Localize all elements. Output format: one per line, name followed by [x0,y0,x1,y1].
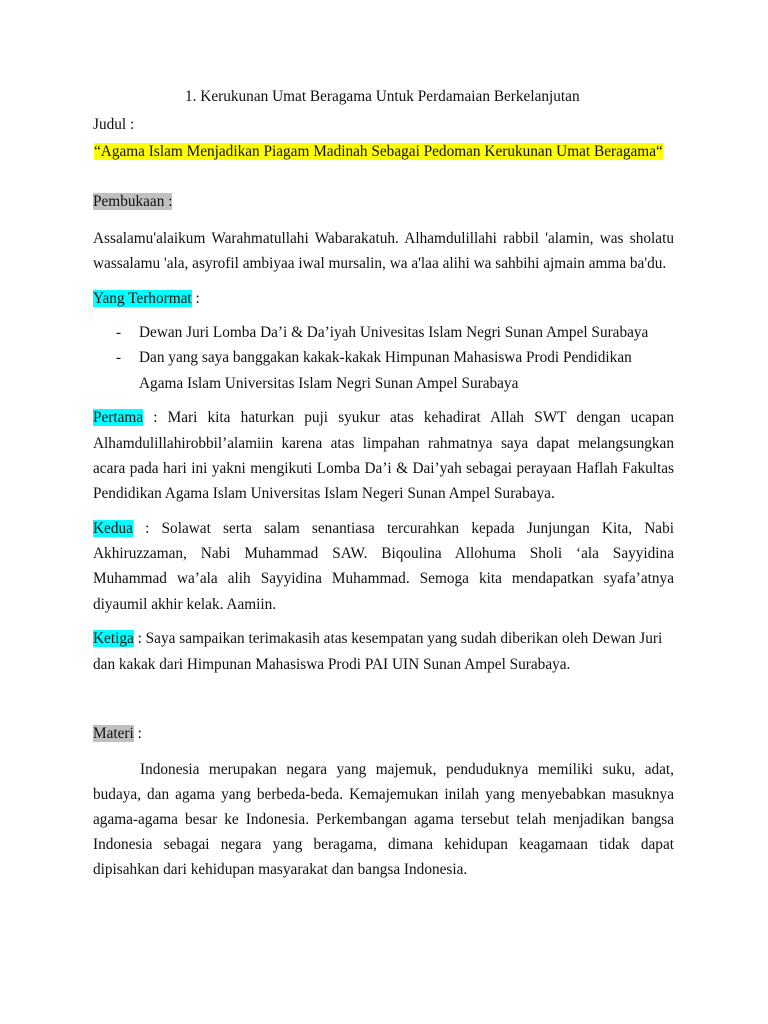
judul-label: Judul : [93,116,135,133]
materi-colon: : [133,725,142,742]
pertama-line-2: Alhamdulillahirobbil’alamiin karena atas limpahan rahmatnya saya dapat melangsungkan [93,435,674,452]
materi-line-3: agama-agama besar ke Indonesia. Perkembangan agama tersebut telah menjadikan bangsa [93,811,674,828]
ketiga-line-2: dan kakak dari Himpunan Mahasiswa Prodi PAI UIN Sunan Ampel Surabaya. [93,656,571,673]
materi-line-2: budaya, dan agama yang berbeda-beda. Kemajemukan inilah yang menyebabkan masuknya [93,786,674,803]
judul-title [94,143,663,161]
materi-line-5: dipisahkan dari kehidupan masyarakat dan bangsa Indonesia. [93,861,468,878]
materi-line-1: Indonesia merupakan negara yang majemuk, penduduknya memiliki suku, adat, [140,761,674,778]
terhormat-label [93,290,200,308]
kedua-highlight: Kedua [93,520,133,537]
ketiga-text: : Saya sampaikan terimakasih atas kesempatan yang sudah diberikan oleh Dewan Juri [133,630,663,647]
terhormat-colon: : [191,290,200,307]
kedua-line-2: Akhiruzzaman, Nabi Muhammad SAW. Biqoulina Allohuma Sholi ‘ala Sayyidina [93,545,674,562]
ketiga-line-1 [93,630,662,648]
salam-line-2: wassalamu 'ala, asyrofil ambiyaa iwal mursalin, wa a'laa alihi wa sahbihi ajmain amma ba'du. [93,255,667,272]
kedua-line-1 [93,520,674,538]
pertama-line-4: Pendidikan Agama Islam Universitas Islam Negeri Sunan Ampel Surabaya. [93,485,555,502]
bullet-marker-2: - [116,349,122,366]
section-heading: 1. Kerukunan Umat Beragama Untuk Perdamaian Berkelanjutan [185,88,580,105]
pembukaan-label [93,193,172,211]
salam-line-1: Assalamu'alaikum Warahmatullahi Wabarakatuh. Alhamdulillahi rabbil 'alamin, was sholatu [93,230,674,247]
pembukaan-highlight: Pembukaan : [93,193,173,210]
pertama-text: : Mari kita haturkan puji syukur atas kehadirat Allah SWT dengan ucapan [143,409,674,426]
kedua-line-3: Muhammad wa’ala alih Sayyidina Muhammad. Semoga kita mendapatkan syafa’atnya [93,570,674,587]
bullet-item-2-line-2: Agama Islam Universitas Islam Negri Sunan Ampel Surabaya [139,375,519,392]
terhormat-highlight: Yang Terhormat [93,290,192,307]
pertama-highlight: Pertama [93,409,144,426]
pertama-line-1 [93,409,674,427]
ketiga-highlight: Ketiga [93,630,134,647]
kedua-line-4: diyaumil akhir kelak. Aamiin. [93,596,277,613]
bullet-marker-1: - [116,324,122,341]
pertama-line-3: acara pada hari ini yakni mengikuti Lomba Da’i & Dai’yah sebagai perayaan Haflah Fakultas [93,460,674,477]
kedua-text: : Solawat serta salam senantiasa tercurahkan kepada Junjungan Kita, Nabi [132,520,674,537]
bullet-item-2-line-1: Dan yang saya banggakan kakak-kakak Himpunan Mahasiswa Prodi Pendidikan [139,349,632,366]
materi-line-4: Indonesia sebagai negara yang beragama, dimana kehidupan keagamaan tidak dapat [93,836,674,853]
materi-label [93,725,142,743]
judul-title-highlight: “Agama Islam Menjadikan Piagam Madinah Sebagai Pedoman Kerukunan Umat Beragama“ [94,143,663,160]
materi-highlight: Materi [93,725,134,742]
bullet-item-1: Dewan Juri Lomba Da’i & Da’iyah Univesitas Islam Negri Sunan Ampel Surabaya [139,324,649,341]
